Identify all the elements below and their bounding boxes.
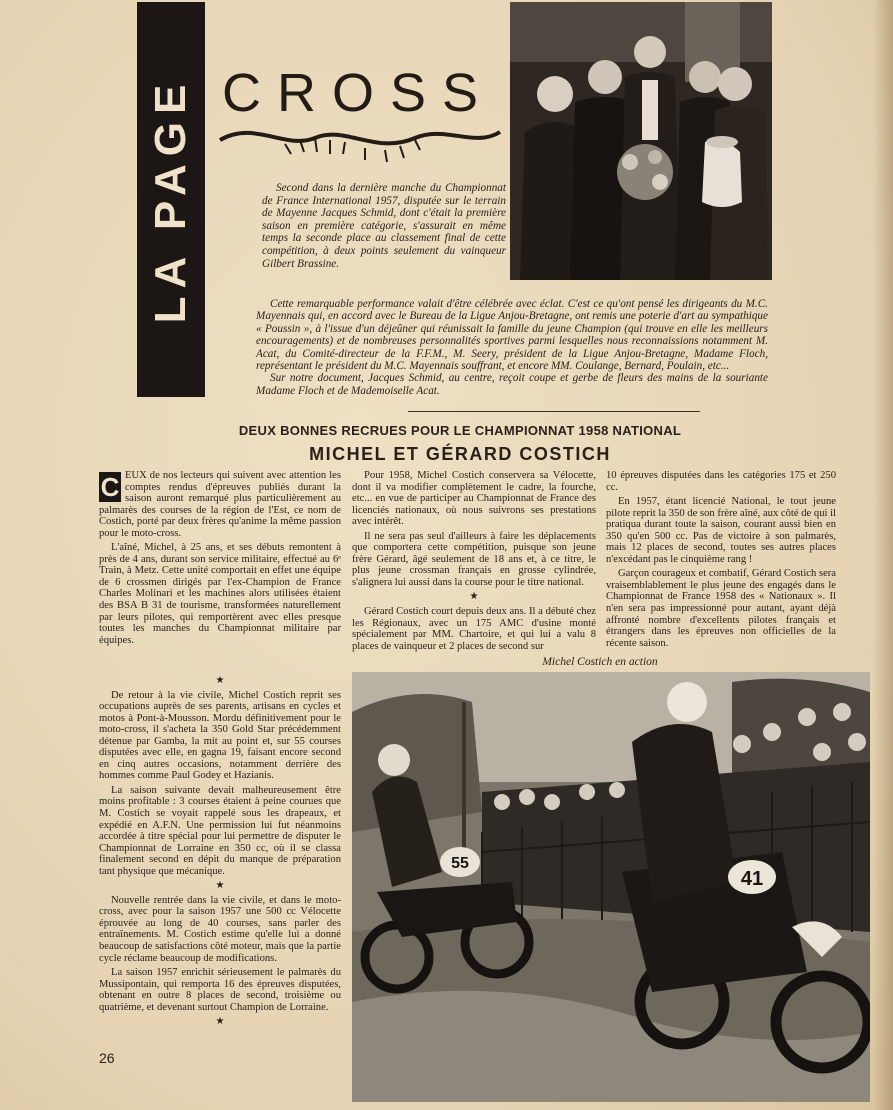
article-column-3 — [606, 470, 836, 652]
divider-rule — [408, 411, 700, 412]
caption-paragraph: Sur notre document, Jacques Schmid, au centre, reçoit coupe et gerbe de fleurs des mains de la souriante Madame Floch et de Mademoiselle Acat. — [256, 372, 768, 397]
photo-caption-text — [256, 298, 768, 397]
article-paragraph: En 1957, étant licencié National, le tout jeune pilote reprit la 350 de son frère aîné, aux côté de qui il pratiqua durant toute la saison, courant aussi bien en 350 qu'en 500 cc. Pas de victoire à son palmarès, mais 12 places de second, toutes ses autres places n'excédant pas le cinquième rang ! — [606, 496, 836, 565]
article-paragraph: Gérard Costich court depuis deux ans. Il a débuté chez les Régionaux, avec un 175 AMC d'usine monté spécialement par MM. Chartoire, et qui lui a valu 8 places de vainqueur et 2 places de second sur — [352, 606, 596, 652]
article-paragraph: L'aîné, Michel, à 25 ans, et ses débuts remontent à près de 4 ans, durant son service militaire, effectué au 6ᵉ Train, à Metz. Cette unité comportait en effet une équipe de 6 crossmen dirigés par l'ex-Champion de France Charles Molinari et les machines alors utilisées étaient des BSA B 31 de tourisme, transformées naturellement par leurs pilotes, qui remportèrent avec elles presque toutes les manches du Championnat militaire par équipes. — [99, 542, 341, 646]
race-number-55: 55 — [451, 855, 469, 872]
article-paragraph: 10 épreuves disputées dans les catégories 175 et 250 cc. — [606, 470, 836, 493]
article-headline: DEUX BONNES RECRUES POUR LE CHAMPIONNAT 1958 NATIONAL — [238, 423, 682, 438]
page-number: 26 — [99, 1050, 115, 1066]
article-paragraph: Garçon courageux et combatif, Gérard Costich sera vraisemblablement le plus jeune des engagés dans le Championnat de France 1958 des « Nationaux ». Il n'en sera pas impressionné pour autant, ayant déjà affronté nombre d'excellents pilotes français et étrangers dans les épreuves non officielles de la récente saison. — [606, 568, 836, 649]
article-paragraph: Nouvelle rentrée dans la vie civile, et dans le moto-cross, avec pour la saison 1957 une 500 cc Vélocette éprouvée au long de 40 courses, sans parler des entraînements. M. Costich estime qu'elle lui a donné beaucoup de satisfactions côté moteur, mais que la partie cycle réclame beaucoup de modifications. — [99, 894, 341, 964]
caption-paragraph: Cette remarquable performance valait d'être célébrée avec éclat. C'est ce qu'ont pensé les dirigeants du M.C. Mayennais qui, en accord avec le Bureau de la Ligue Anjou-Bretagne, ont remis une poterie d'art au sympathique « Poussin », à l'issue d'un déjeûner qui réunissait la famille du jeune Champion (qui trouve en elle les meilleurs encouragements) et de nombreuses personnalités sportives parmi lesquelles nous reconnaissions notamment M. Acat, du Comité-directeur de la F.F.M., M. Seery, président de la Ligue Anjou-Bretagne, Madame Floch, représentant le président du M.C. Mayennais souffrant, et encore MM. Coulange, Bernard, Poulain, etc... — [256, 298, 768, 373]
cross-wave-ornament — [215, 110, 505, 170]
motocross-photo-art — [352, 672, 870, 1102]
motocross-action-photo — [352, 672, 870, 1102]
article-subheadline: MICHEL ET GÉRARD COSTICH — [309, 444, 611, 464]
section-banner — [137, 2, 205, 397]
celebration-photo-art — [510, 2, 772, 280]
section-star: ★ — [469, 591, 479, 603]
article-paragraph: La saison 1957 enrichit sérieusement le palmarès du Mussipontain, qui remporta 16 des épreuves disputées, obtenant en outre 8 places de second, troisième ou quatrième, et devenant surtout Champion de Lorraine. — [99, 967, 341, 1013]
page-edge-shadow — [873, 0, 893, 1110]
intro-paragraph: Second dans la dernière manche du Championnat de France International 1957, disputée sur le terrain de Mayenne Jacques Schmid, dont c'était la première saison en première catégorie, s'assurait en même temps la seconde place au classement final de cette compétition, à deux points seulement du vainqueur Gilbert Brassine. — [262, 182, 506, 270]
celebration-photo — [510, 2, 772, 280]
article-paragraph — [99, 470, 341, 539]
article-column-1 — [99, 470, 341, 649]
article-paragraph: Pour 1958, Michel Costich conservera sa Vélocette, dont il va modifier complètement le cadre, la fourche, etc... en vue de participer au Championnat de France des licenciés nationaux, où nous suivrons ses prestations avec intérêt. — [352, 470, 596, 528]
drop-cap: C — [100, 472, 120, 502]
race-number-41: 41 — [740, 868, 764, 890]
article-paragraph-text: EUX de nos lecteurs qui suivent avec attention les comptes rendus d'épreuves publiés durant la saison auront remarqué plus particulièrement au palmarès des courses de la région de l'Est, ce nom de Costich, porté par deux frères qu'anime la même passion pour le moto-cross. — [99, 470, 341, 539]
section-star: ★ — [215, 1016, 225, 1028]
section-star: ★ — [215, 880, 225, 892]
cross-title: CROSS — [222, 63, 495, 123]
article-paragraph: La saison suivante devait malheureusement être moins profitable : 3 courses étaient à peine courues que M. Costich se voyait rappelé sous les drapeaux, et expédié en A.F.N. Une permission lui fut néanmoins accordée à titre spécial pour lui permettre de disputer le Championnat de Lorraine en 350 cc, où il se classa finalement second en dépit du manque de préparation tant physique que mécanique. — [99, 784, 341, 877]
action-photo-caption: Michel Costich en action — [542, 656, 658, 668]
article-column-2 — [352, 470, 596, 655]
article-paragraph: De retour à la vie civile, Michel Costich reprit ses occupations auprès de ses parents, artisans en cycles et motos à Pont-à-Mousson. Mordu définitivement pour le moto-cross, il s'acheta la 350 Gold Star précédemment détenue par Gamba, la mit au point et, sur 55 courses disputées avec elle, en gagna 19, faisant encore second en cinq autres occasions, notamment derrière des hommes comme Paul Godey et Hazianis. — [99, 689, 341, 782]
article-paragraph: Il ne sera pas seul d'ailleurs à faire les déplacements que comportera cette compétition, puisque son jeune frère Gérard, âgé seulement de 18 ans et, à ce titre, le plus jeune crossman français en grosse cylindrée, s'alignera lui aussi dans la course pour le titre national. — [352, 530, 596, 588]
section-banner-text: LA PAGE — [146, 76, 195, 323]
section-star: ★ — [215, 675, 225, 686]
article-column-4 — [99, 672, 341, 1031]
